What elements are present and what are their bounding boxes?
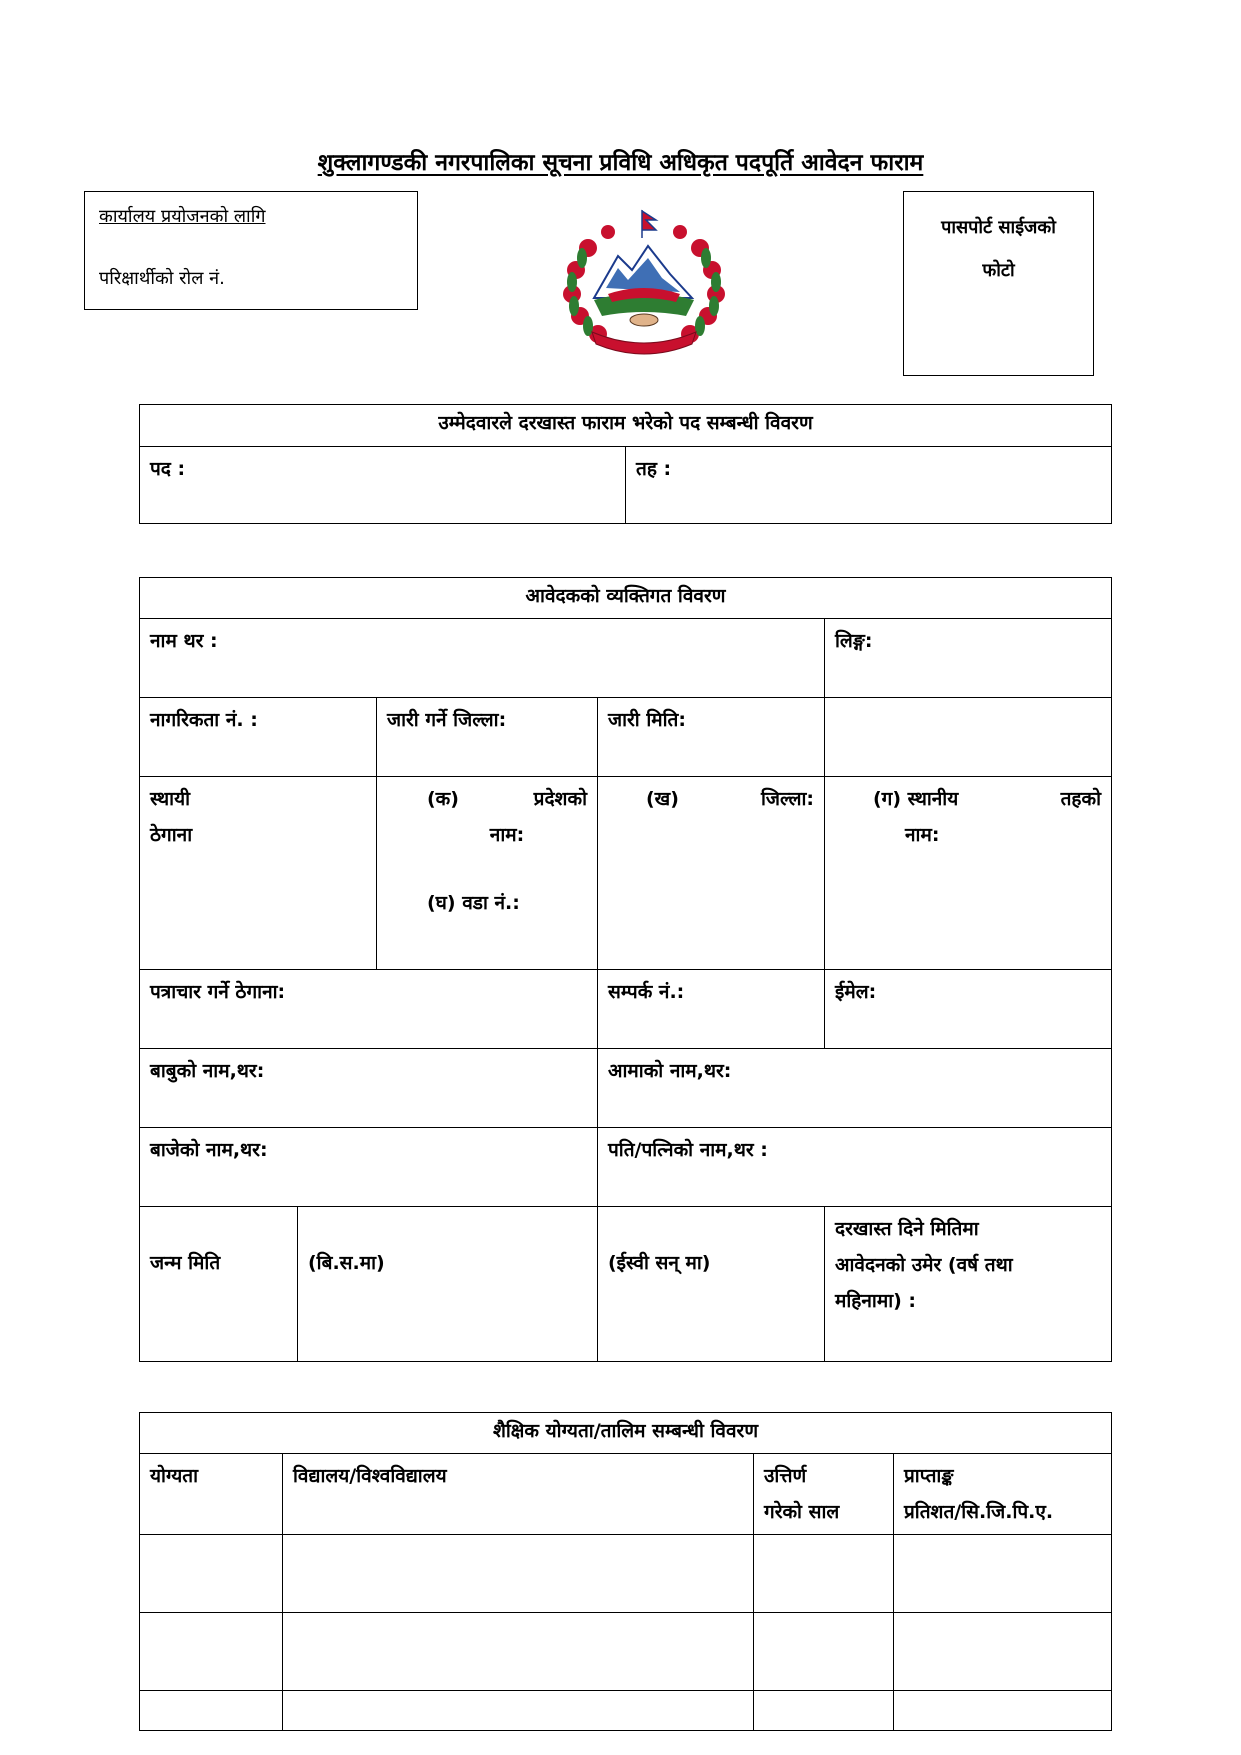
dob-bs-field[interactable]: (बि.स.मा) <box>298 1207 598 1362</box>
dob-ad-field[interactable]: (ईस्वी सन् मा) <box>598 1207 825 1362</box>
institution-cell[interactable] <box>283 1691 754 1731</box>
year-cell[interactable] <box>754 1613 894 1691</box>
gender-field[interactable]: लिङ्ग: <box>825 619 1112 698</box>
province-prefix: (क) <box>427 788 459 810</box>
issue-blank-cell[interactable] <box>825 698 1112 777</box>
roll-number-label: परिक्षार्थीको रोल नं. <box>99 268 225 289</box>
district-prefix: (ख) <box>646 788 679 810</box>
local-level-name-label: नाम: <box>905 824 940 846</box>
province-field[interactable] <box>377 777 598 970</box>
personal-section-heading: आवेदकको व्यक्तिगत विवरण <box>140 578 1112 619</box>
age-field[interactable] <box>825 1207 1112 1362</box>
education-details-table <box>139 1412 1112 1731</box>
year-cell[interactable] <box>754 1691 894 1731</box>
passport-photo-box <box>903 191 1094 376</box>
photo-label-line1: पासपोर्ट साईजको <box>941 217 1056 238</box>
col-year-header <box>754 1454 894 1535</box>
mother-name-field[interactable]: आमाको नाम,थर: <box>598 1049 1112 1128</box>
office-use-box <box>84 191 418 310</box>
office-use-label: कार्यालय प्रयोजनको लागि <box>99 206 266 227</box>
level-field[interactable]: तह : <box>626 447 1112 524</box>
dob-label: जन्म मिति <box>140 1207 298 1362</box>
grandfather-name-field[interactable]: बाजेको नाम,थर: <box>140 1128 598 1207</box>
table-row <box>140 1613 1112 1691</box>
table-row <box>140 1535 1112 1613</box>
post-section-heading: उम्मेदवारले दरखास्त फाराम भरेको पद सम्बन्धी विवरण <box>140 405 1112 447</box>
post-details-table <box>139 404 1112 524</box>
mailing-address-field[interactable]: पत्राचार गर्ने ठेगाना: <box>140 970 598 1049</box>
issue-date-field[interactable]: जारी मिति: <box>598 698 825 777</box>
province-name-label: नाम: <box>489 824 525 846</box>
issue-district-field[interactable]: जारी गर्ने जिल्ला: <box>377 698 598 777</box>
qualification-cell[interactable] <box>140 1613 283 1691</box>
permanent-address-line1: स्थायी <box>150 788 191 810</box>
local-level-label: तहको <box>1060 788 1102 810</box>
name-field[interactable]: नाम थर : <box>140 619 825 698</box>
email-field[interactable]: ईमेल: <box>825 970 1112 1049</box>
permanent-address-line2: ठेगाना <box>150 824 193 846</box>
col-score-header <box>894 1454 1112 1535</box>
qualification-cell[interactable] <box>140 1691 283 1731</box>
qualification-cell[interactable] <box>140 1535 283 1613</box>
nepal-emblem-icon <box>558 208 730 358</box>
ward-no-label: (घ) वडा नं.: <box>427 892 520 914</box>
col-score-line1: प्राप्ताङ्क <box>904 1465 954 1487</box>
col-score-line2: प्रतिशत/सि.जि.पि.ए. <box>904 1501 1054 1523</box>
district-field[interactable] <box>598 777 825 970</box>
local-level-field[interactable] <box>825 777 1112 970</box>
form-title-text: शुक्लागण्डकी नगरपालिका सूचना प्रविधि अधिकृत पदपूर्ति आवेदन फाराम <box>317 150 924 176</box>
permanent-address-label <box>140 777 377 970</box>
year-cell[interactable] <box>754 1535 894 1613</box>
photo-label-line2: फोटो <box>982 260 1015 281</box>
age-line1: दरखास्त दिने मितिमा <box>835 1218 979 1240</box>
score-cell[interactable] <box>894 1691 1112 1731</box>
col-institution-header: विद्यालय/विश्वविद्यालय <box>283 1454 754 1535</box>
post-field[interactable]: पद : <box>140 447 626 524</box>
score-cell[interactable] <box>894 1613 1112 1691</box>
local-level-prefix: (ग) स्थानीय <box>873 788 959 810</box>
contact-no-field[interactable]: सम्पर्क नं.: <box>598 970 825 1049</box>
father-name-field[interactable]: बाबुको नाम,थर: <box>140 1049 598 1128</box>
form-title <box>0 145 1241 177</box>
age-line3: महिनामा) : <box>835 1290 917 1312</box>
spouse-name-field[interactable]: पति/पत्निको नाम,थर : <box>598 1128 1112 1207</box>
education-section-heading: शैक्षिक योग्यता/तालिम सम्बन्धी विवरण <box>140 1413 1112 1454</box>
age-line2: आवेदनको उमेर (वर्ष तथा <box>835 1254 1013 1276</box>
institution-cell[interactable] <box>283 1535 754 1613</box>
table-row <box>140 1691 1112 1731</box>
col-year-line2: गरेको साल <box>764 1501 840 1523</box>
col-year-line1: उत्तिर्ण <box>764 1465 807 1487</box>
col-qualification-header: योग्यता <box>140 1454 283 1535</box>
citizenship-no-field[interactable]: नागरिकता नं. : <box>140 698 377 777</box>
personal-details-table <box>139 577 1112 1362</box>
score-cell[interactable] <box>894 1535 1112 1613</box>
district-label: जिल्ला: <box>761 788 814 810</box>
institution-cell[interactable] <box>283 1613 754 1691</box>
province-label: प्रदेशको <box>533 788 587 810</box>
